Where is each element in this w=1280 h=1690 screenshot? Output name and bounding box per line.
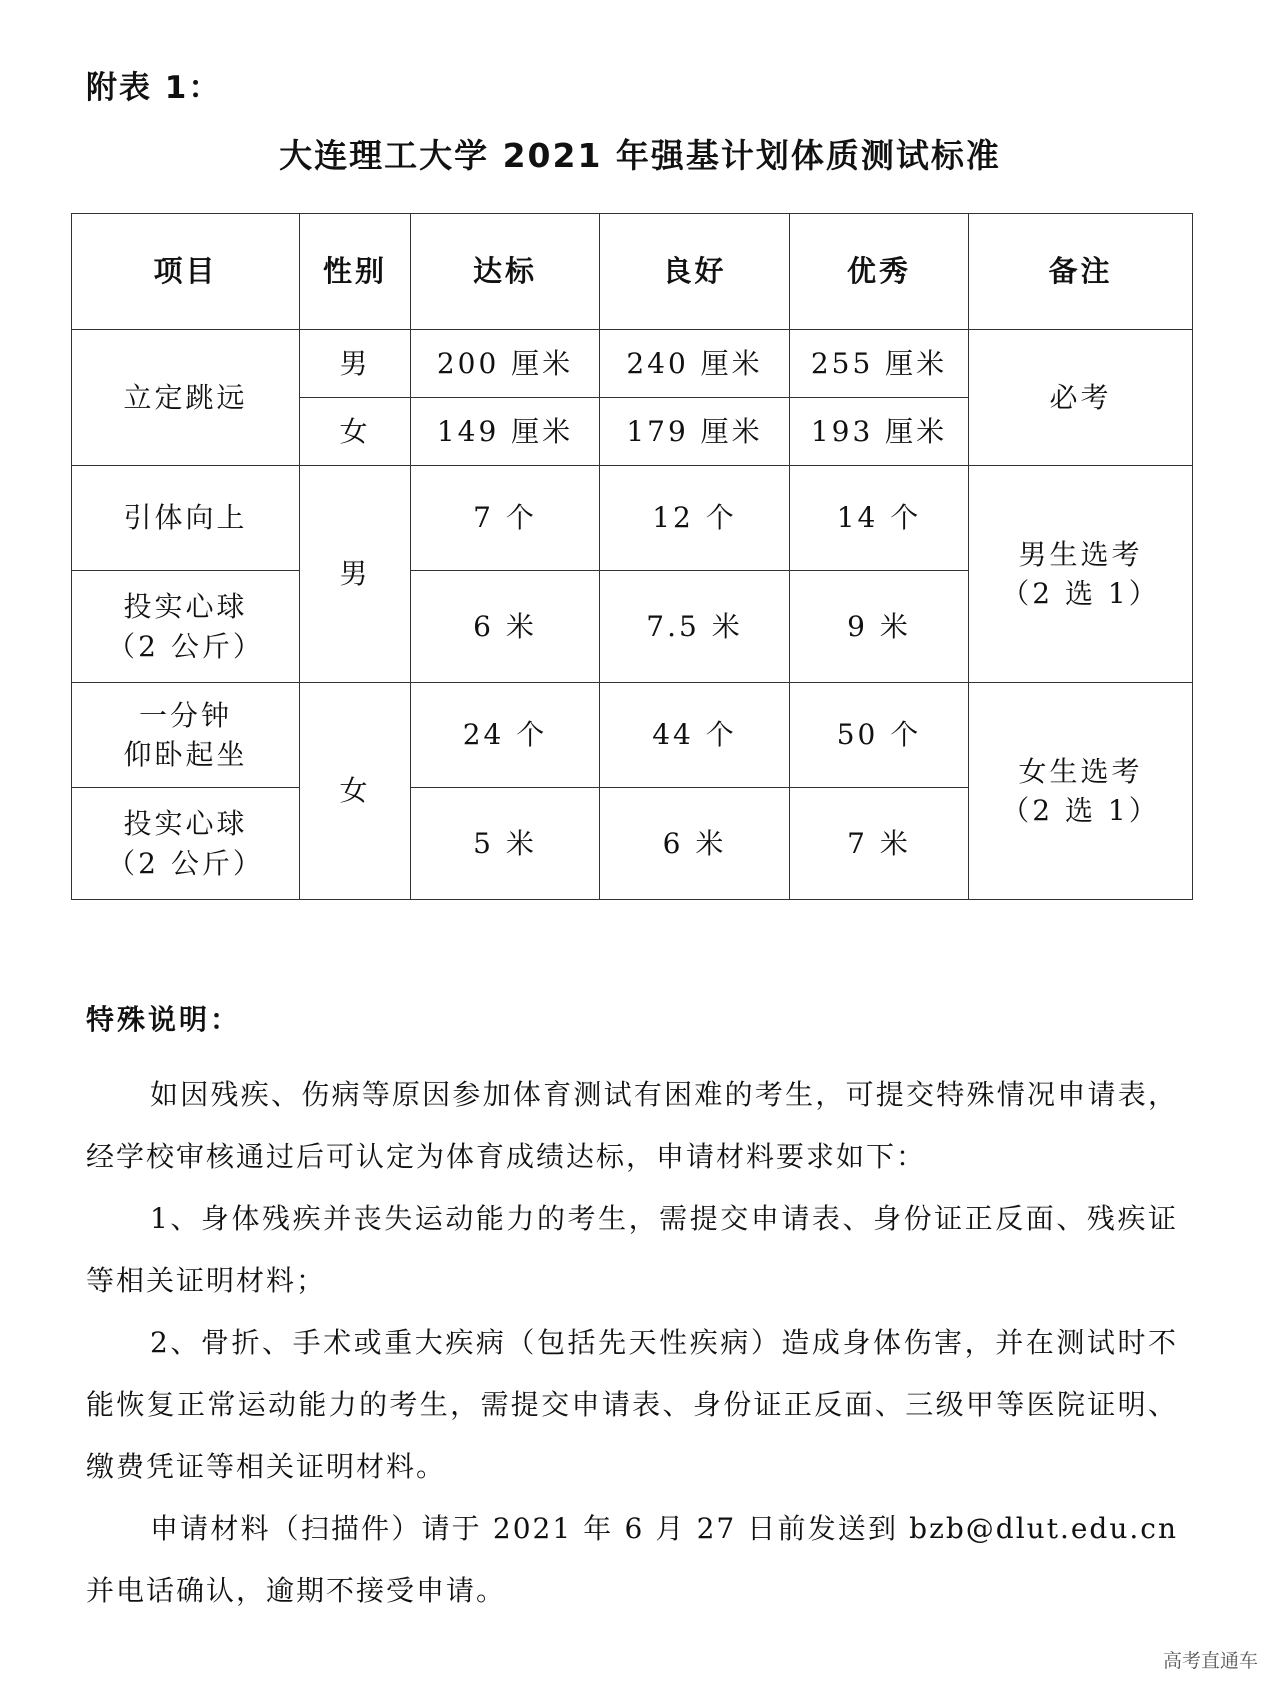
pass-cell: 200 厘米 [411,330,600,398]
page-title: 大连理工大学 2021 年强基计划体质测试标准 [279,136,1001,175]
item-line: 一分钟 [138,698,232,732]
gender-cell: 男 [300,330,411,398]
excellent-cell: 14 个 [790,466,969,571]
item-medicine-ball-male [72,571,300,683]
note-line: （2 选 1） [1001,577,1160,610]
good-cell: 6 米 [600,788,790,900]
gender-cell-male: 男 [300,466,411,683]
item-medicine-ball-female [72,788,300,900]
note-cell-male [969,466,1193,683]
pass-cell: 24 个 [411,683,600,788]
pass-cell: 6 米 [411,571,600,683]
watermark: 高考直通车 [1162,1650,1258,1672]
item-pullup: 引体向上 [72,466,300,571]
appendix-label: 附表 1： [86,70,222,106]
fitness-standard-table [71,213,1193,900]
good-cell: 44 个 [600,683,790,788]
gender-cell-female: 女 [300,683,411,900]
item-line: （2 公斤） [107,846,264,880]
pass-cell: 5 米 [411,788,600,900]
excellent-cell: 9 米 [790,571,969,683]
header-good: 良好 [600,214,790,330]
table-row [72,683,1193,788]
header-item: 项目 [72,214,300,330]
notes-paragraph-intro: 如因残疾、伤病等原因参加体育测试有困难的考生，可提交特殊情况申请表，经学校审核通过后可认定为体育成绩达标，申请材料要求如下： [86,1078,1178,1173]
item-standing-jump: 立定跳远 [72,330,300,466]
item-line: 投实心球 [123,807,248,841]
note-cell-female [969,683,1193,900]
item-situp [72,683,300,788]
good-cell: 179 厘米 [600,398,790,466]
excellent-cell: 255 厘米 [790,330,969,398]
notes-title: 特殊说明： [86,1003,242,1036]
excellent-cell: 50 个 [790,683,969,788]
item-line: 仰卧起坐 [123,738,248,771]
good-cell: 240 厘米 [600,330,790,398]
excellent-cell: 193 厘米 [790,398,969,466]
header-gender: 性别 [300,214,411,330]
item-line: 投实心球 [123,590,248,624]
item-line: （2 公斤） [107,629,264,663]
note-cell: 必考 [969,330,1193,466]
good-cell: 12 个 [600,466,790,571]
notes-paragraph-1: 1、身体残疾并丧失运动能力的考生，需提交申请表、身份证正反面、残疾证等相关证明材料； [86,1202,1178,1297]
header-pass: 达标 [411,214,600,330]
note-line: 男生选考 [1018,537,1143,571]
pass-cell: 7 个 [411,466,600,571]
good-cell: 7.5 米 [600,571,790,683]
table-header-row [72,214,1193,330]
pass-cell: 149 厘米 [411,398,600,466]
gender-cell: 女 [300,398,411,466]
note-line: 女生选考 [1018,754,1143,788]
note-line: （2 选 1） [1001,794,1160,827]
header-excellent: 优秀 [790,214,969,330]
notes-paragraph-2: 2、骨折、手术或重大疾病（包括先天性疾病）造成身体伤害，并在测试时不能恢复正常运动能力的考生，需提交申请表、身份证正反面、三级甲等医院证明、缴费凭证等相关证明材料。 [86,1326,1178,1483]
table-row [72,330,1193,398]
table-row [72,466,1193,571]
notes-paragraph-deadline: 申请材料（扫描件）请于 2021 年 6 月 27 日前发送到 bzb@dlut.edu.cn 并电话确认，逾期不接受申请。 [86,1512,1178,1607]
excellent-cell: 7 米 [790,788,969,900]
header-note: 备注 [969,214,1193,330]
